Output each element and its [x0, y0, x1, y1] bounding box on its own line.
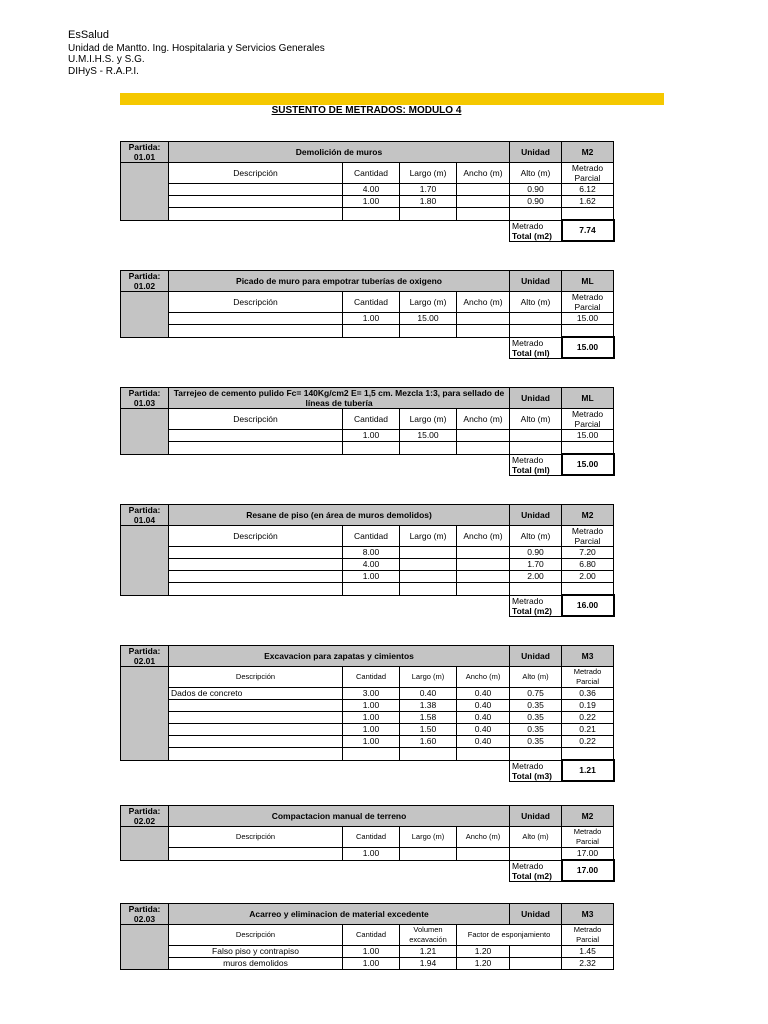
col-cantidad: Cantidad	[343, 667, 400, 688]
unit-label: Unidad	[510, 388, 562, 409]
cell-largo	[400, 571, 457, 583]
partida-code-cell	[121, 505, 169, 526]
spacer	[121, 220, 510, 241]
partida-code: 02.01	[133, 656, 156, 666]
total-value: 15.00	[562, 337, 614, 358]
cell-descripcion	[169, 736, 343, 748]
total-unit-label: Total (ml)	[512, 347, 550, 358]
cell-largo	[400, 748, 457, 761]
partida-code: 01.01	[133, 152, 156, 162]
partida-code: 01.02	[133, 281, 156, 291]
total-label-cell	[510, 760, 562, 781]
partida-label: Partida:	[128, 505, 161, 515]
cell-ancho	[457, 184, 510, 196]
cell-descripcion	[169, 325, 343, 338]
unit-label: Unidad	[510, 806, 562, 827]
partida-table-01.02	[120, 270, 615, 359]
col-ancho: Ancho (m)	[457, 163, 510, 184]
col-descripcion: Descripción	[169, 292, 343, 313]
cell-alto: 0.35	[510, 724, 562, 736]
col-descripcion: Descripción	[169, 667, 343, 688]
cell-metrado-parcial: 15.00	[562, 313, 614, 325]
yellow-band	[120, 93, 664, 105]
cell-ancho	[457, 313, 510, 325]
cell-volumen: 1.94	[400, 958, 457, 970]
unit-value: M2	[562, 142, 614, 163]
cell-largo: 15.00	[400, 430, 457, 442]
cell-metrado-parcial	[562, 208, 614, 221]
cell-cantidad: 1.00	[343, 848, 400, 861]
cell-largo	[400, 583, 457, 596]
cell-alto: 0.90	[510, 184, 562, 196]
partida-code-cell	[121, 388, 169, 409]
cell-metrado-parcial: 0.22	[562, 712, 614, 724]
partida-side-cell	[121, 667, 169, 761]
table-row	[121, 547, 614, 559]
total-unit-label: Total (m2)	[512, 605, 552, 616]
cell-descripcion	[169, 313, 343, 325]
partida-code-cell	[121, 646, 169, 667]
total-label-cell	[510, 595, 562, 616]
unit-label: Unidad	[510, 904, 562, 925]
cell-alto	[510, 583, 562, 596]
cell-alto	[510, 848, 562, 861]
cell-ancho	[457, 583, 510, 596]
partida-title: Acarreo y eliminacion de material excedente	[169, 904, 510, 925]
cell-alto	[510, 325, 562, 338]
col-alto: Alto (m)	[510, 163, 562, 184]
col-largo: Largo (m)	[400, 667, 457, 688]
partida-title: Tarrejeo de cemento pulido Fc= 140Kg/cm2 E= 1,5 cm. Mezcla 1:3, para sellado de líneas de tubería	[169, 388, 510, 409]
col-cantidad: Cantidad	[343, 292, 400, 313]
cell-ancho: 0.40	[457, 688, 510, 700]
col-alto: Alto (m)	[510, 827, 562, 848]
col-cantidad: Cantidad	[343, 409, 400, 430]
spacer	[121, 454, 510, 475]
cell-descripcion	[169, 442, 343, 455]
col-cantidad: Cantidad	[343, 163, 400, 184]
partida-code: 02.02	[133, 816, 156, 826]
cell-ancho	[457, 442, 510, 455]
cell-descripcion	[169, 571, 343, 583]
cell-descripcion	[169, 196, 343, 208]
col-ancho: Ancho (m)	[457, 409, 510, 430]
cell-cantidad: 1.00	[343, 712, 400, 724]
partida-label: Partida:	[128, 646, 161, 656]
total-value: 17.00	[562, 860, 614, 881]
spacer	[121, 860, 510, 881]
col-alto: Alto (m)	[510, 409, 562, 430]
unit-abbrev: U.M.I.H.S. y S.G.	[68, 54, 145, 65]
cell-largo: 1.80	[400, 196, 457, 208]
total-unit-label: Total (ml)	[512, 464, 550, 475]
cell-alto: 0.35	[510, 700, 562, 712]
cell-descripcion	[169, 848, 343, 861]
partida-title: Excavacion para zapatas y cimientos	[169, 646, 510, 667]
unit-value: ML	[562, 388, 614, 409]
col-descripcion: Descripción	[169, 526, 343, 547]
cell-largo: 1.58	[400, 712, 457, 724]
cell-ancho	[457, 571, 510, 583]
metrado-label: Metrado	[512, 595, 544, 606]
document-header	[68, 30, 325, 77]
cell-alto: 0.35	[510, 712, 562, 724]
cell-alto: 0.90	[510, 196, 562, 208]
cell-alto: 0.35	[510, 736, 562, 748]
cell-descripcion	[169, 712, 343, 724]
table-row	[121, 313, 614, 325]
partida-label: Partida:	[128, 271, 161, 281]
partida-side-cell	[121, 292, 169, 338]
cell-cantidad: 1.00	[343, 196, 400, 208]
spacer	[121, 337, 510, 358]
cell-ancho: 0.40	[457, 700, 510, 712]
partida-title: Compactacion manual de terreno	[169, 806, 510, 827]
cell-metrado-parcial	[562, 442, 614, 455]
cell-ancho	[457, 559, 510, 571]
cell-descripcion: muros demolidos	[169, 958, 343, 970]
total-value: 15.00	[562, 454, 614, 475]
partida-table-01.01	[120, 141, 615, 242]
cell-largo: 1.60	[400, 736, 457, 748]
col-largo: Largo (m)	[400, 526, 457, 547]
cell-largo: 1.70	[400, 184, 457, 196]
partida-side-cell	[121, 925, 169, 970]
cell-factor: 1.20	[457, 946, 510, 958]
partida-code-cell	[121, 271, 169, 292]
cell-ancho	[457, 208, 510, 221]
cell-cantidad	[343, 325, 400, 338]
cell-alto	[510, 748, 562, 761]
partida-side-cell	[121, 409, 169, 455]
cell-metrado-parcial	[562, 325, 614, 338]
table-row	[121, 848, 614, 861]
org-name: EsSalud	[68, 29, 109, 41]
cell-descripcion: Falso piso y contrapiso	[169, 946, 343, 958]
table-row	[121, 559, 614, 571]
partida-table-01.03	[120, 387, 615, 476]
partida-code: 01.04	[133, 515, 156, 525]
cell-descripcion	[169, 184, 343, 196]
col-descripcion: Descripción	[169, 163, 343, 184]
cell-metrado-parcial: 1.62	[562, 196, 614, 208]
table-row	[121, 583, 614, 596]
partida-code: 02.03	[133, 914, 156, 924]
partida-table-02.02	[120, 805, 615, 882]
cell-cantidad: 1.00	[343, 724, 400, 736]
cell-cantidad: 1.00	[343, 313, 400, 325]
cell-descripcion	[169, 559, 343, 571]
cell-volumen: 1.21	[400, 946, 457, 958]
col-descripcion: Descripción	[169, 925, 343, 946]
cell-cantidad	[343, 583, 400, 596]
partida-label: Partida:	[128, 142, 161, 152]
cell-cantidad: 4.00	[343, 184, 400, 196]
table-row	[121, 700, 614, 712]
partida-table-02.03	[120, 903, 614, 970]
unit-value: M2	[562, 806, 614, 827]
cell-largo	[400, 208, 457, 221]
cell-ancho	[457, 748, 510, 761]
cell-ancho	[457, 848, 510, 861]
col-cantidad: Cantidad	[343, 827, 400, 848]
total-label-cell	[510, 860, 562, 881]
cell-ancho	[457, 547, 510, 559]
table-row	[121, 430, 614, 442]
cell-cantidad	[343, 208, 400, 221]
cell-ancho: 0.40	[457, 736, 510, 748]
cell-metrado-parcial: 7.20	[562, 547, 614, 559]
col-descripcion: Descripción	[169, 409, 343, 430]
cell-metrado-parcial: 0.22	[562, 736, 614, 748]
unit-value: M2	[562, 505, 614, 526]
cell-largo	[400, 442, 457, 455]
col-metrado-parcial: Metrado Parcial	[562, 667, 614, 688]
col-largo: Largo (m)	[400, 827, 457, 848]
partida-title: Demolición de muros	[169, 142, 510, 163]
table-row	[121, 724, 614, 736]
cell-cantidad: 1.00	[343, 571, 400, 583]
cell-metrado-parcial: 2.00	[562, 571, 614, 583]
col-descripcion: Descripción	[169, 827, 343, 848]
cell-metrado-parcial: 6.80	[562, 559, 614, 571]
col-largo: Largo (m)	[400, 292, 457, 313]
cell-descripcion	[169, 748, 343, 761]
table-row	[121, 688, 614, 700]
cell-cantidad: 3.00	[343, 688, 400, 700]
cell-largo: 1.38	[400, 700, 457, 712]
cell-metrado-parcial: 2.32	[562, 958, 614, 970]
total-value: 16.00	[562, 595, 614, 616]
col-largo: Largo (m)	[400, 409, 457, 430]
table-row	[121, 571, 614, 583]
table-row	[121, 208, 614, 221]
cell-metrado-parcial: 0.36	[562, 688, 614, 700]
cell-ancho	[457, 325, 510, 338]
cell-empty	[510, 946, 562, 958]
col-alto: Alto (m)	[510, 292, 562, 313]
table-row	[121, 184, 614, 196]
total-label-cell	[510, 220, 562, 241]
cell-alto: 2.00	[510, 571, 562, 583]
total-unit-label: Total (m2)	[512, 230, 552, 241]
dept-abbrev: DIHyS - R.A.P.I.	[68, 65, 139, 77]
partida-label: Partida:	[128, 388, 161, 398]
cell-descripcion	[169, 430, 343, 442]
unit-label: Unidad	[510, 271, 562, 292]
col-alto: Alto (m)	[510, 667, 562, 688]
unit-value: ML	[562, 271, 614, 292]
col-metrado-parcial: Metrado Parcial	[562, 292, 614, 313]
table-row	[121, 325, 614, 338]
metrado-label: Metrado	[512, 337, 544, 348]
cell-largo: 1.50	[400, 724, 457, 736]
cell-cantidad	[343, 748, 400, 761]
cell-descripcion	[169, 583, 343, 596]
cell-alto	[510, 430, 562, 442]
cell-metrado-parcial: 1.45	[562, 946, 614, 958]
table-row	[121, 196, 614, 208]
cell-alto: 0.90	[510, 547, 562, 559]
cell-metrado-parcial: 6.12	[562, 184, 614, 196]
cell-alto	[510, 442, 562, 455]
cell-cantidad: 1.00	[343, 958, 400, 970]
cell-metrado-parcial	[562, 748, 614, 761]
partida-title: Resane de piso (en área de muros demolidos)	[169, 505, 510, 526]
total-label-cell	[510, 454, 562, 475]
col-metrado-parcial: Metrado Parcial	[562, 827, 614, 848]
cell-descripcion: Dados de concreto	[169, 688, 343, 700]
partida-side-cell	[121, 163, 169, 221]
cell-alto	[510, 313, 562, 325]
col-cantidad: Cantidad	[343, 526, 400, 547]
cell-largo	[400, 325, 457, 338]
cell-descripcion	[169, 724, 343, 736]
document-title: SUSTENTO DE METRADOS: MODULO 4	[271, 105, 462, 116]
partida-code: 01.03	[133, 398, 156, 408]
cell-largo	[400, 559, 457, 571]
col-metrado-parcial: Metrado Parcial	[562, 925, 614, 946]
cell-metrado-parcial	[562, 583, 614, 596]
unit-value: M3	[562, 646, 614, 667]
unit-label: Unidad	[510, 142, 562, 163]
cell-largo: 0.40	[400, 688, 457, 700]
partida-side-cell	[121, 827, 169, 861]
cell-metrado-parcial: 0.21	[562, 724, 614, 736]
cell-alto: 1.70	[510, 559, 562, 571]
col-ancho: Ancho (m)	[457, 292, 510, 313]
total-label-cell	[510, 337, 562, 358]
cell-metrado-parcial: 17.00	[562, 848, 614, 861]
cell-cantidad: 4.00	[343, 559, 400, 571]
table-row	[121, 736, 614, 748]
cell-ancho	[457, 430, 510, 442]
col-metrado-parcial: Metrado Parcial	[562, 409, 614, 430]
cell-largo	[400, 547, 457, 559]
col-cantidad: Cantidad	[343, 925, 400, 946]
cell-ancho	[457, 196, 510, 208]
cell-ancho: 0.40	[457, 712, 510, 724]
metrado-label: Metrado	[512, 454, 544, 465]
total-unit-label: Total (m3)	[512, 770, 553, 781]
table-row	[121, 712, 614, 724]
partida-title: Picado de muro para empotrar tuberías de oxigeno	[169, 271, 510, 292]
table-row	[121, 958, 614, 970]
cell-cantidad: 1.00	[343, 430, 400, 442]
cell-ancho: 0.40	[457, 724, 510, 736]
partida-table-02.01	[120, 645, 615, 782]
col-ancho: Ancho (m)	[457, 526, 510, 547]
partida-code-cell	[121, 142, 169, 163]
metrado-label: Metrado	[512, 760, 544, 771]
cell-descripcion	[169, 700, 343, 712]
col-ancho: Ancho (m)	[457, 667, 510, 688]
col-largo: Largo (m)	[400, 163, 457, 184]
cell-metrado-parcial: 0.19	[562, 700, 614, 712]
partida-label: Partida:	[128, 904, 161, 914]
partida-side-cell	[121, 526, 169, 596]
cell-largo	[400, 848, 457, 861]
total-unit-label: Total (m2)	[512, 870, 552, 881]
table-row	[121, 748, 614, 761]
unit-value: M3	[562, 904, 614, 925]
spacer	[121, 595, 510, 616]
unit-label: Unidad	[510, 646, 562, 667]
metrado-label: Metrado	[512, 220, 544, 231]
cell-cantidad: 8.00	[343, 547, 400, 559]
col-factor: Factor de esponjamiento	[457, 925, 562, 946]
cell-alto	[510, 208, 562, 221]
partida-code-cell	[121, 904, 169, 925]
partida-code-cell	[121, 806, 169, 827]
partida-label: Partida:	[128, 806, 161, 816]
cell-cantidad: 1.00	[343, 946, 400, 958]
cell-descripcion	[169, 547, 343, 559]
cell-cantidad: 1.00	[343, 736, 400, 748]
col-ancho: Ancho (m)	[457, 827, 510, 848]
unit-label: Unidad	[510, 505, 562, 526]
cell-metrado-parcial: 15.00	[562, 430, 614, 442]
metrado-label: Metrado	[512, 860, 544, 871]
cell-cantidad: 1.00	[343, 700, 400, 712]
col-volumen: Volumen excavación	[400, 925, 457, 946]
col-alto: Alto (m)	[510, 526, 562, 547]
cell-alto: 0.75	[510, 688, 562, 700]
partida-table-01.04	[120, 504, 615, 617]
table-row	[121, 946, 614, 958]
col-metrado-parcial: Metrado Parcial	[562, 526, 614, 547]
table-row	[121, 442, 614, 455]
col-metrado-parcial: Metrado Parcial	[562, 163, 614, 184]
cell-empty	[510, 958, 562, 970]
cell-factor: 1.20	[457, 958, 510, 970]
cell-cantidad	[343, 442, 400, 455]
unit-name: Unidad de Mantto. Ing. Hospitalaria y Servicios Generales	[68, 42, 325, 54]
total-value: 1.21	[562, 760, 614, 781]
spacer	[121, 760, 510, 781]
total-value: 7.74	[562, 220, 614, 241]
cell-descripcion	[169, 208, 343, 221]
cell-largo: 15.00	[400, 313, 457, 325]
